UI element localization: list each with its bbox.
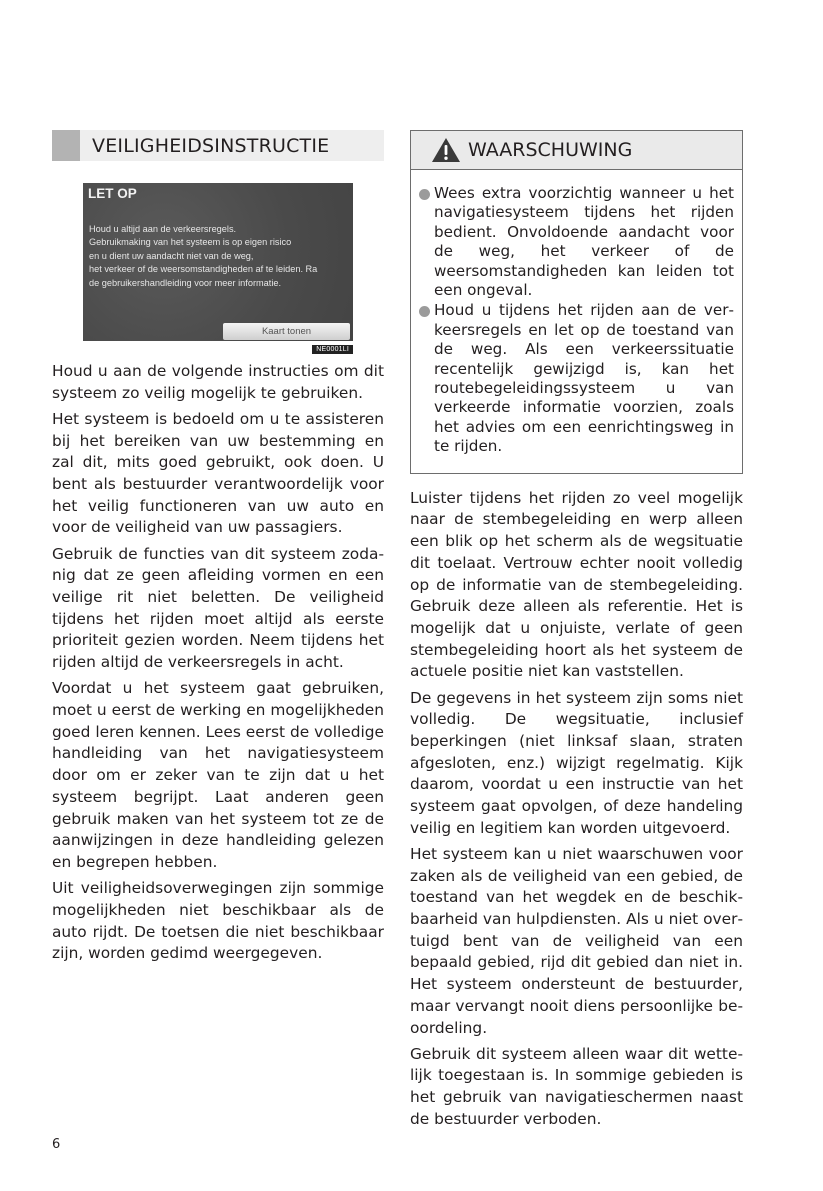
- screen-message: [89, 223, 351, 290]
- paragraph: Houd u aan de volgende instructies om dit systeem zo veilig mogelijk te gebruiken.: [52, 362, 384, 402]
- warning-item: [419, 301, 734, 456]
- bullet-icon: [419, 189, 430, 200]
- screen-message-line: het verkeer of de weersomstandigheden af te leiden. Ra: [89, 264, 318, 275]
- warning-item-text: Wees extra voorzichtig wanneer u het navigatiesysteem tijdens het rijden bedient. Onvoldoende aandacht voor de weg, het verkeer of de weersomstandigheden kan leiden tot een ongeval.: [434, 184, 734, 300]
- paragraph: Gebruik dit systeem alleen waar dit wettelijk toegestaan is. In sommige gebieden is het gebruik van navigatieschermen naast de bestuurder verboden.: [410, 1044, 743, 1128]
- warning-body: [411, 170, 742, 473]
- screen-message-line: en u dient uw aandacht niet van de weg,: [89, 250, 254, 261]
- paragraph: Het systeem kan u niet waarschuwen voor zaken als de veiligheid van een gebied, de toestand van het wegdek en de beschikbaarheid van hulpdiensten. Als u niet overtuigd bent van de veiligheid van een bepaald gebied, rijd dit gebied dan niet in. Het systeem ondersteunt de bestuurder, maar vervangt nooit diens persoonlijke beoordeling.: [410, 844, 743, 1037]
- screen-message-line: Houd u altijd aan de verkeersregels.: [89, 224, 237, 234]
- bullet-icon: [419, 306, 430, 317]
- section-header: [52, 130, 384, 161]
- paragraph: Voordat u het systeem gaat gebruiken, moet u eerst de werking en mogelijkheden goed leren kennen. Lees eerst de volledige handleiding van het navigatiesysteem door om er zeker van te zijn dat u het systeem begrijpt. Laat anderen geen gebruik maken van het systeem tot ze de aanwijzingen in deze handleiding gelezen en begrepen hebben.: [52, 679, 384, 871]
- warning-triangle-icon: [431, 137, 461, 163]
- right-column: [410, 130, 743, 1135]
- paragraph: Luister tijdens het rijden zo veel mogelijk naar de stembegeleiding en werp alleen een blik op het scherm als de wegsituatie dit toelaat. Vertrouw echter nooit volledig op de informatie van de stembegeleiding. Gebruik deze alleen als referentie. Het is mogelijk dat u onjuiste, verlate of geen stembegeleiding hoort als het systeem de actuele positie niet kan vaststellen.: [410, 488, 743, 681]
- page-number: 6: [52, 1137, 61, 1152]
- show-map-button: Kaart tonen: [223, 323, 350, 340]
- warning-header: [411, 131, 742, 170]
- section-marker: [52, 130, 80, 161]
- section-title: VEILIGHEIDSINSTRUCTIE: [92, 134, 330, 157]
- paragraph: Gebruik de functies van dit systeem zodanig dat ze geen afleiding vormen en een veilige rit niet beletten. De veiligheid tijdens het rijden moet altijd als eerste prioriteit gezien worden. Neem tijdens het rijden altijd de verkeersregels in acht.: [52, 544, 384, 672]
- image-code: NE0001LI: [312, 345, 353, 354]
- screen-message-line: de gebruikershandleiding voor meer informatie.: [89, 277, 282, 288]
- left-body-text: [52, 361, 384, 965]
- warning-item: [419, 184, 734, 300]
- paragraph: Het systeem is bedoeld om u te assisteren bij het bereiken van uw bestemming en zal dit, mits goed gebruikt, ook doen. U bent als bestuurder verantwoordelijk voor het veilig functioneren van uw auto en voor de veiligheid van uw passagiers.: [52, 409, 384, 537]
- screen-title: LET OP: [88, 186, 137, 201]
- left-column: [52, 130, 384, 969]
- warning-box: [410, 130, 743, 474]
- warning-title: WAARSCHUWING: [468, 139, 633, 161]
- right-body-text: [410, 488, 743, 1131]
- navigation-screen-image: [83, 183, 353, 353]
- warning-item-text: Houd u tijdens het rijden aan de verkeersregels en let op de toestand van de weg. Als een verkeerssituatie recentelijk gewijzigd is, kan het routebegeleidingssysteem u van verkeerde informatie voorzien, zoals het advies om een eenrichtingsweg in te rijden.: [434, 301, 734, 456]
- paragraph: Uit veiligheidsoverwegingen zijn sommige mogelijkheden niet beschikbaar als de auto rijdt. De toetsen die niet beschikbaar zijn, worden gedimd weergegeven.: [52, 879, 384, 963]
- screen-message-line: Gebruikmaking van het systeem is op eigen risico: [89, 237, 292, 248]
- paragraph: De gegevens in het systeem zijn soms niet volledig. De wegsituatie, inclusief beperkingen (niet linksaf slaan, straten afgesloten, enz.) wijzigt regelmatig. Kijk daarom, voordat u een instructie van het systeem gaat opvolgen, of deze handeling veilig en legitiem kan worden uitgevoerd.: [410, 688, 743, 837]
